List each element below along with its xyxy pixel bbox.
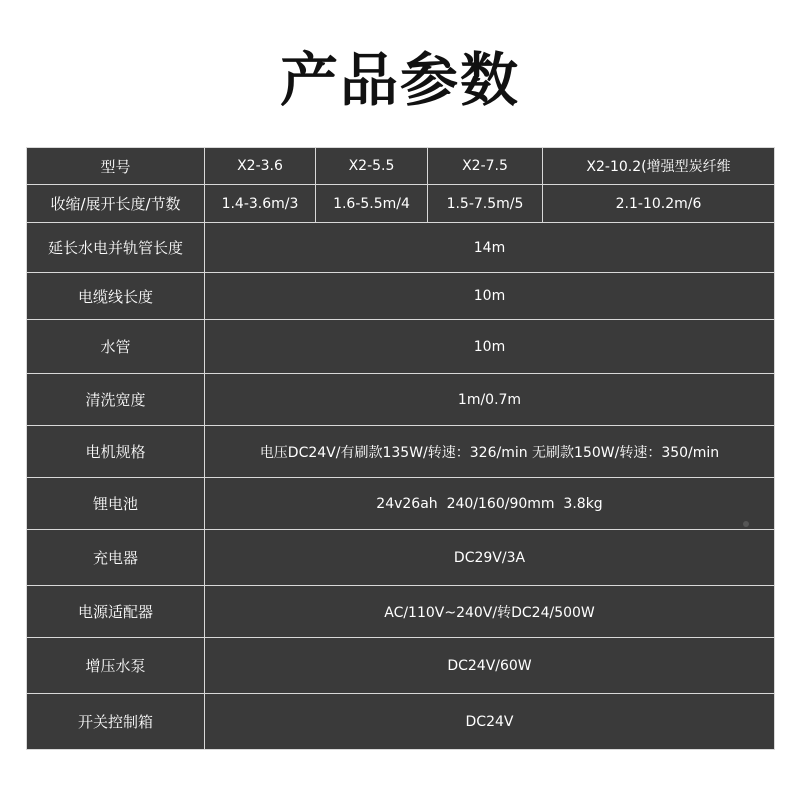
row-label: 锂电池 [27, 478, 205, 530]
length-x2-7-5: 1.5-7.5m/5 [428, 185, 543, 223]
row-value: DC24V/60W [205, 638, 775, 694]
row-label: 开关控制箱 [27, 694, 205, 750]
table-row-charger [27, 530, 775, 586]
table-row-length [27, 185, 775, 223]
table-row-battery [27, 478, 775, 530]
length-x2-5-5: 1.6-5.5m/4 [316, 185, 428, 223]
row-value: AC/110V~240V/转DC24/500W [205, 586, 775, 638]
decorative-dot [743, 521, 749, 527]
row-label: 水管 [27, 320, 205, 374]
model-x2-5-5: X2-5.5 [316, 148, 428, 185]
length-x2-3-6: 1.4-3.6m/3 [205, 185, 316, 223]
row-label: 电源适配器 [27, 586, 205, 638]
row-label: 增压水泵 [27, 638, 205, 694]
row-value: 电压DC24V/有刷款135W/转速：326/min 无刷款150W/转速：350/min [205, 426, 775, 478]
row-label: 延长水电并轨管长度 [27, 223, 205, 273]
page-title: 产品参数 [279, 46, 520, 114]
model-x2-7-5: X2-7.5 [428, 148, 543, 185]
row-label: 清洗宽度 [27, 374, 205, 426]
table-row-power-adapter [27, 586, 775, 638]
table-row-switch-control-box [27, 694, 775, 750]
model-x2-10-2: X2-10.2(增强型炭纤维 [543, 148, 775, 185]
row-value: 10m [205, 320, 775, 374]
length-x2-10-2: 2.1-10.2m/6 [543, 185, 775, 223]
table-row-booster-pump [27, 638, 775, 694]
table-row-water-pipe [27, 320, 775, 374]
table-row-extension-pipe [27, 223, 775, 273]
row-value: 1m/0.7m [205, 374, 775, 426]
model-x2-3-6: X2-3.6 [205, 148, 316, 185]
row-value: 24v26ah 240/160/90mm 3.8kg [205, 478, 775, 530]
row-value: 14m [205, 223, 775, 273]
table-header-row [27, 148, 775, 185]
row-value: DC24V [205, 694, 775, 750]
table-row-motor-spec [27, 426, 775, 478]
length-label: 收缩/展开长度/节数 [27, 185, 205, 223]
row-value: DC29V/3A [205, 530, 775, 586]
row-label: 充电器 [27, 530, 205, 586]
row-label: 电缆线长度 [27, 273, 205, 320]
header-model-label: 型号 [27, 148, 205, 185]
table-row-cleaning-width [27, 374, 775, 426]
spec-table [26, 147, 775, 750]
row-value: 10m [205, 273, 775, 320]
row-label: 电机规格 [27, 426, 205, 478]
table-row-cable-length [27, 273, 775, 320]
